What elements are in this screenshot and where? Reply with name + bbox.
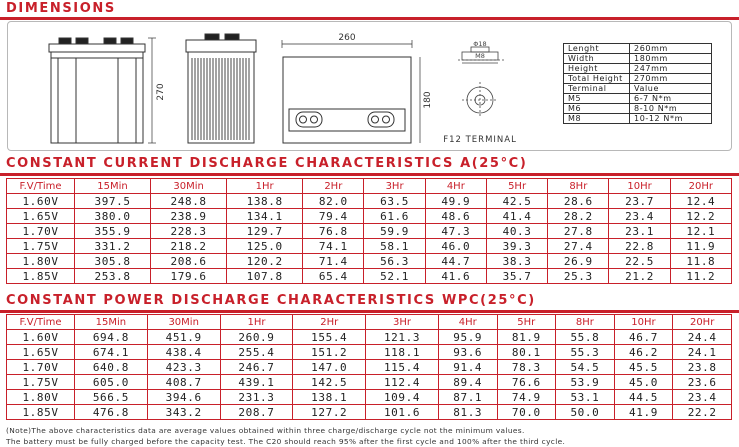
table-cell: 23.1 [609,224,670,239]
table-cell: 74.1 [303,239,364,254]
table-cell: 22.8 [609,239,670,254]
table-cell: 438.4 [147,345,220,360]
table-cell: 12.2 [670,209,731,224]
table-cell: 331.2 [75,239,151,254]
table-row [7,375,732,390]
column-header: F.V/Time [7,179,75,194]
table-cell: 120.2 [227,254,303,269]
table-row [7,405,732,420]
table-cell: 11.9 [670,239,731,254]
column-header: 8Hr [556,315,615,330]
table-row [7,390,732,405]
final-voltage-cell: 1.65V [7,345,75,360]
column-header: 4Hr [438,315,497,330]
dimensions-title: DIMENSIONS [6,1,116,16]
table-header-row [7,179,732,194]
table-cell: 121.3 [366,330,439,345]
table-cell: 12.4 [670,194,731,209]
table-cell: 248.8 [151,194,227,209]
column-header: 8Hr [548,179,609,194]
table-cell: 231.3 [220,390,293,405]
final-voltage-cell: 1.75V [7,239,75,254]
table-row [7,209,732,224]
table-cell: 11.2 [670,269,731,284]
table-cell: 93.6 [438,345,497,360]
table-cell: 45.5 [614,360,673,375]
column-header: 1Hr [227,179,303,194]
table-cell: 40.3 [486,224,547,239]
final-voltage-cell: 1.65V [7,209,75,224]
table-cell: 24.1 [673,345,732,360]
table-cell: 27.4 [548,239,609,254]
table-cell: 42.5 [486,194,547,209]
table-cell: 451.9 [147,330,220,345]
table-row [7,360,732,375]
table-cell: 147.0 [293,360,366,375]
table-cell: 23.4 [609,209,670,224]
table-cell: 218.2 [151,239,227,254]
table-cell: 59.9 [364,224,425,239]
table-cell: 476.8 [75,405,148,420]
table-cell: 53.1 [556,390,615,405]
table-cell: 48.6 [425,209,486,224]
spec-row: M8 10-12 N*m [564,114,712,124]
current-table-title: CONSTANT CURRENT DISCHARGE CHARACTERISTICS A(25°C) [6,156,528,171]
table-cell: 115.4 [366,360,439,375]
table-row [7,330,732,345]
final-voltage-cell: 1.85V [7,269,75,284]
column-header: 20Hr [670,179,731,194]
power-discharge-table [6,314,732,420]
terminal-bolt-label: M8 [475,52,485,60]
table-row [7,345,732,360]
table-cell: 246.7 [220,360,293,375]
terminal-diameter-label: Φ18 [473,40,487,48]
current-table-divider [0,173,739,176]
table-cell: 76.8 [303,224,364,239]
column-header: 30Min [151,179,227,194]
table-cell: 79.4 [303,209,364,224]
table-cell: 87.1 [438,390,497,405]
table-cell: 70.0 [497,405,556,420]
table-cell: 12.1 [670,224,731,239]
table-cell: 81.9 [497,330,556,345]
width-label: 180 [423,91,433,109]
column-header: 5Hr [497,315,556,330]
final-voltage-cell: 1.75V [7,375,75,390]
table-row [7,254,732,269]
table-cell: 179.6 [151,269,227,284]
final-voltage-cell: 1.85V [7,405,75,420]
column-header: 15Min [75,179,151,194]
table-cell: 65.4 [303,269,364,284]
table-cell: 380.0 [75,209,151,224]
table-cell: 22.5 [609,254,670,269]
table-cell: 355.9 [75,224,151,239]
table-cell: 228.3 [151,224,227,239]
table-cell: 44.7 [425,254,486,269]
current-discharge-table [6,178,732,284]
table-cell: 41.4 [486,209,547,224]
table-cell: 208.7 [220,405,293,420]
table-cell: 23.6 [673,375,732,390]
table-cell: 61.6 [364,209,425,224]
table-cell: 46.0 [425,239,486,254]
table-row [7,239,732,254]
table-row [7,194,732,209]
table-cell: 23.8 [673,360,732,375]
spec-row: Height 247mm [564,64,712,74]
table-cell: 151.2 [293,345,366,360]
table-cell: 55.8 [556,330,615,345]
table-cell: 58.1 [364,239,425,254]
table-cell: 305.8 [75,254,151,269]
table-cell: 253.8 [75,269,151,284]
table-cell: 138.1 [293,390,366,405]
final-voltage-cell: 1.70V [7,360,75,375]
column-header: 3Hr [364,179,425,194]
table-cell: 22.2 [673,405,732,420]
spec-row: Lenght 260mm [564,44,712,54]
table-cell: 343.2 [147,405,220,420]
table-cell: 53.9 [556,375,615,390]
table-cell: 63.5 [364,194,425,209]
table-cell: 109.4 [366,390,439,405]
table-cell: 11.8 [670,254,731,269]
column-header: F.V/Time [7,315,75,330]
power-table-title: CONSTANT POWER DISCHARGE CHARACTERISTICS WPC(25°C) [6,293,536,308]
table-cell: 49.9 [425,194,486,209]
table-cell: 208.6 [151,254,227,269]
table-cell: 138.8 [227,194,303,209]
length-label: 260 [338,33,356,43]
table-cell: 260.9 [220,330,293,345]
table-cell: 118.1 [366,345,439,360]
table-cell: 26.9 [548,254,609,269]
table-header-row [7,315,732,330]
final-voltage-cell: 1.70V [7,224,75,239]
table-cell: 397.5 [75,194,151,209]
table-cell: 101.6 [366,405,439,420]
table-cell: 35.7 [486,269,547,284]
battery-top-view [282,40,420,143]
table-cell: 439.1 [220,375,293,390]
table-cell: 45.0 [614,375,673,390]
table-cell: 23.7 [609,194,670,209]
table-cell: 52.1 [364,269,425,284]
table-cell: 605.0 [75,375,148,390]
table-cell: 74.9 [497,390,556,405]
spec-row: M6 8-10 N*m [564,104,712,114]
column-header: 20Hr [673,315,732,330]
table-cell: 46.7 [614,330,673,345]
height-label: 270 [156,83,166,101]
column-header: 4Hr [425,179,486,194]
table-cell: 78.3 [497,360,556,375]
table-cell: 640.8 [75,360,148,375]
spec-row: Width 180mm [564,54,712,64]
table-cell: 129.7 [227,224,303,239]
battery-front-view [49,38,156,143]
final-voltage-cell: 1.60V [7,194,75,209]
table-cell: 674.1 [75,345,148,360]
table-cell: 27.8 [548,224,609,239]
table-cell: 23.4 [673,390,732,405]
terminal-caption: F12 TERMINAL [443,135,517,145]
power-table-divider [0,310,739,313]
table-cell: 80.1 [497,345,556,360]
table-cell: 44.5 [614,390,673,405]
column-header: 1Hr [220,315,293,330]
table-cell: 566.5 [75,390,148,405]
column-header: 15Min [75,315,148,330]
final-voltage-cell: 1.80V [7,254,75,269]
table-cell: 142.5 [293,375,366,390]
table-row [7,269,732,284]
spec-row: M5 6-7 N*m [564,94,712,104]
note-line-1: (Note)The above characteristics data are average values obtained within three charge/discharge cycle not the minimum values. [6,426,525,435]
table-cell: 76.6 [497,375,556,390]
table-cell: 21.2 [609,269,670,284]
spec-table [563,43,712,124]
table-cell: 81.3 [438,405,497,420]
column-header: 2Hr [303,179,364,194]
table-cell: 155.4 [293,330,366,345]
column-header: 10Hr [609,179,670,194]
table-cell: 39.3 [486,239,547,254]
table-cell: 89.4 [438,375,497,390]
table-cell: 38.3 [486,254,547,269]
final-voltage-cell: 1.60V [7,330,75,345]
table-cell: 82.0 [303,194,364,209]
column-header: 10Hr [614,315,673,330]
table-row [7,224,732,239]
column-header: 30Min [147,315,220,330]
table-cell: 694.8 [75,330,148,345]
table-cell: 134.1 [227,209,303,224]
table-cell: 127.2 [293,405,366,420]
battery-side-ribs [192,58,249,140]
table-cell: 107.8 [227,269,303,284]
final-voltage-cell: 1.80V [7,390,75,405]
column-header: 2Hr [293,315,366,330]
table-cell: 56.3 [364,254,425,269]
table-cell: 41.9 [614,405,673,420]
table-cell: 28.6 [548,194,609,209]
table-cell: 112.4 [366,375,439,390]
table-cell: 125.0 [227,239,303,254]
spec-row: Terminal Value [564,84,712,94]
note-line-2: The battery must be fully charged before the capacity test. The C20 should reach 95% after the first cycle and 100% after the third cycle. [6,437,566,446]
table-cell: 95.9 [438,330,497,345]
table-cell: 394.6 [147,390,220,405]
table-cell: 41.6 [425,269,486,284]
table-cell: 91.4 [438,360,497,375]
spec-row: Total Height 270mm [564,74,712,84]
column-header: 3Hr [366,315,439,330]
table-cell: 71.4 [303,254,364,269]
table-cell: 50.0 [556,405,615,420]
table-cell: 54.5 [556,360,615,375]
table-cell: 28.2 [548,209,609,224]
table-cell: 25.3 [548,269,609,284]
table-cell: 238.9 [151,209,227,224]
table-cell: 47.3 [425,224,486,239]
table-cell: 423.3 [147,360,220,375]
table-cell: 55.3 [556,345,615,360]
table-cell: 24.4 [673,330,732,345]
table-cell: 46.2 [614,345,673,360]
column-header: 5Hr [486,179,547,194]
table-cell: 255.4 [220,345,293,360]
table-cell: 408.7 [147,375,220,390]
